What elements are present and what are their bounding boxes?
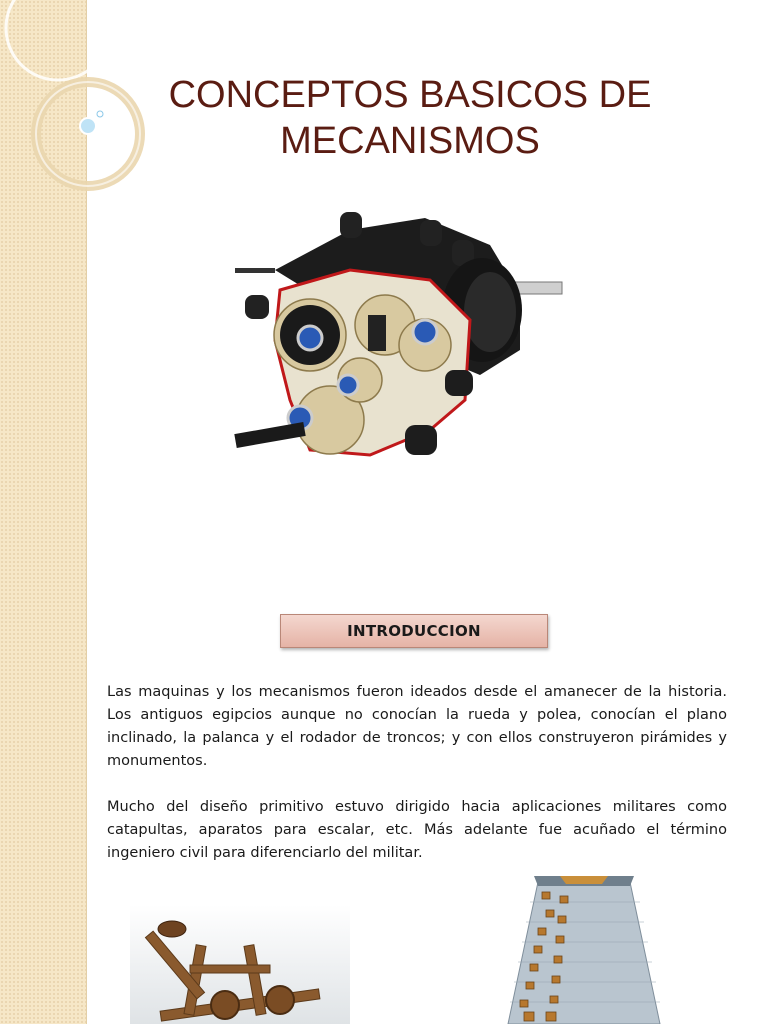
title-line-1: CONCEPTOS BASICOS DE [168, 74, 652, 116]
siege-tower-image [490, 872, 680, 1024]
gearbox-image [220, 200, 570, 480]
slide-title [100, 72, 720, 164]
title-line-2: MECANISMOS [280, 120, 540, 162]
intro-paragraph-2: Mucho del diseño primitivo estuvo dirigido hacia aplicaciones militares como catapultas, aparatos para escalar, etc. Más adelante fue acuñado el término ingeniero civil para diferenciarlo del militar. [107, 799, 727, 861]
catapult-image [130, 905, 350, 1024]
intro-badge: INTRODUCCION [280, 614, 548, 648]
intro-paragraph-1: Las maquinas y los mecanismos fueron ideados desde el amanecer de la historia. Los antiguos egipcios aunque no conocían la rueda y polea, conocían el plano inclinado, la palanca y el rodador de troncos; y con ellos construyeron pirámides y monumentos. [107, 684, 727, 769]
